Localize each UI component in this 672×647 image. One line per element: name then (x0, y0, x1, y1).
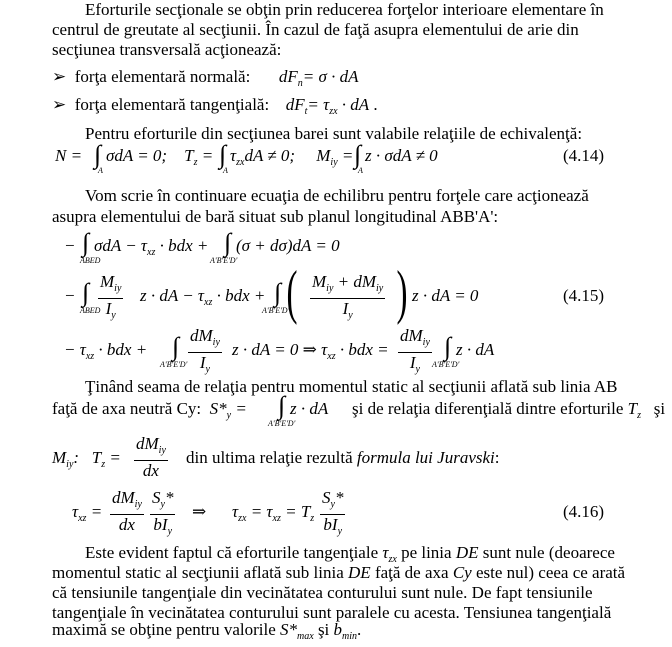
p5-line-4: tangenţiale în vecinătatea conturului sunt paralele cu acesta. Tensiunea tangenţială (52, 603, 612, 622)
bullet-normal-text: forţa elementară normală: (74, 67, 251, 86)
bullet-normal: ➢ forţa elementară normală: $dF_n= \sigma$ · dA (52, 67, 359, 89)
p1-line-3: secţiunea transversală acţionează: (52, 40, 282, 59)
p4-line-3: din ultima relaţie rezultă formula lui Juravski: (186, 448, 500, 467)
eq-number-4-15: (4.15) (563, 286, 605, 305)
bullet-tangential-text: forţa elementară tangenţială: (74, 95, 270, 114)
p5-line-5: maximă se obţine pentru valorile $S*_{max}$ şi $b_{min}$. (52, 620, 362, 642)
p5-line-3: că tensiunile tangenţiale din vecinătatea conturului sunt nule. De fapt tensiunile (52, 583, 593, 602)
bullet-tangential: ➢ forţa elementară tangenţială: $dF_t= \tau_{zx}$ · dA . (52, 95, 378, 117)
p3-line-1: Vom scrie în continuare ecuaţia de echilibru pentru forţele care acţionează (85, 186, 589, 205)
p2-line: Pentru eforturile din secţiunea barei sunt valabile relaţiile de echivalenţă: (85, 124, 583, 143)
p5-line-1: Este evident faptul că eforturile tangenţiale $\tau_{zx}$ pe linia DE sunt nule (deoarece (85, 543, 615, 565)
arrow-bullet-icon: ➢ (52, 95, 67, 114)
p1-line-2: centrul de greutate al secţiunii. În cazul de faţă asupra elementului de arie din (52, 20, 579, 39)
p3-line-2: asupra elementului de bară situat sub planul longitudinal ABB'A': (52, 207, 499, 226)
p1-line-1: Eforturile secţionale se obţin prin reducerea forţelor interioare elementare în (85, 0, 604, 19)
juravski-formula-name: formula lui Juravski (356, 448, 495, 467)
p5-line-2: momentul static al secţiunii aflată sub linia DE faţă de axa Cy este nul) ceea ce arată (52, 563, 626, 582)
p4-line-1: Ţinând seama de relaţia pentru momentul static al secţiunii aflată sub linia AB (85, 377, 618, 396)
p4-line-2-pre: faţă de axa neutră Cy: (52, 399, 202, 418)
eq-number-4-16: (4.16) (563, 502, 605, 521)
arrow-bullet-icon: ➢ (52, 67, 67, 86)
p4-line-2-post: şi de relaţia diferenţială dintre eforturile $T_z$ şi (352, 399, 666, 421)
eq-number-4-14: (4.14) (563, 146, 605, 165)
p4-line-2: faţă de axa neutră Cy: $S*_y$ = (52, 399, 247, 421)
